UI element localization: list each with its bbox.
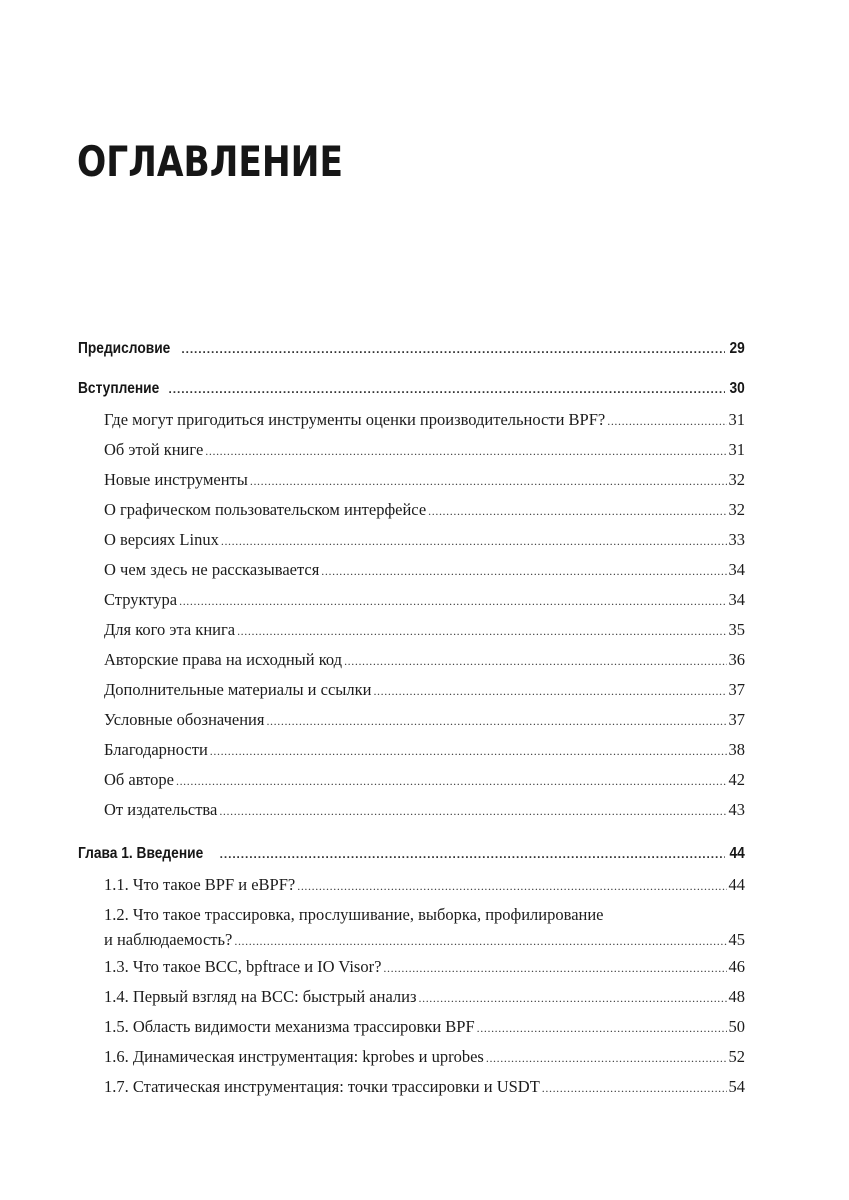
dot-leader: [486, 1051, 727, 1066]
toc-page-number: 29: [729, 340, 745, 357]
toc-label-line-1: 1.2. Что такое трассировка, прослушивание, выборка, профилирование: [104, 905, 604, 924]
toc-label: 1.7. Статическая инструментация: точки трассировки и USDT: [104, 1077, 540, 1096]
toc-label: 1.5. Область видимости механизма трассировки BPF: [104, 1017, 475, 1036]
toc-entry[interactable]: [104, 650, 745, 670]
dot-leader: [210, 744, 727, 759]
toc-label: Вступление: [78, 380, 160, 397]
dot-leader: [250, 474, 727, 489]
toc-page-number: 34: [728, 560, 745, 579]
toc-page-number: 30: [729, 380, 745, 397]
dot-leader: [176, 774, 727, 789]
toc-entry[interactable]: [104, 957, 745, 977]
toc-label: Авторские права на исходный код: [104, 650, 343, 669]
toc-entry[interactable]: [104, 560, 745, 580]
toc-label: Где могут пригодиться инструменты оценки производительности BPF?: [104, 410, 606, 429]
toc-label-line-2: и наблюдаемость?: [104, 930, 233, 949]
toc-label: Об этой книге: [104, 440, 204, 459]
toc-label: Об авторе: [104, 770, 174, 789]
dot-leader: [607, 414, 726, 429]
dot-leader: [169, 382, 726, 396]
toc-entry[interactable]: [104, 770, 745, 790]
toc-entry[interactable]: [104, 1077, 745, 1097]
toc-entry[interactable]: [104, 410, 745, 430]
dot-leader: [234, 934, 726, 949]
dot-leader: [237, 624, 726, 639]
toc-page-number: 46: [728, 957, 745, 976]
dot-leader: [297, 879, 726, 894]
toc-entry[interactable]: [104, 500, 745, 520]
toc-entry-intro[interactable]: [78, 380, 745, 398]
toc-page-number: 44: [728, 875, 745, 894]
toc-entry[interactable]: [104, 740, 745, 760]
dot-leader: [181, 342, 725, 356]
dot-leader: [428, 504, 726, 519]
toc-page-number: 52: [728, 1047, 745, 1066]
toc-entry[interactable]: [104, 530, 745, 550]
dot-leader: [219, 804, 726, 819]
toc-page-number: 37: [728, 680, 745, 699]
toc-label: Глава 1. Введение: [78, 845, 204, 862]
toc-label: Для кого эта книга: [104, 620, 236, 639]
toc-label: О чем здесь не рассказывается: [104, 560, 320, 579]
toc-label: Структура: [104, 590, 178, 609]
toc-label: Условные обозначения: [104, 710, 265, 729]
toc-entry-chapter-1[interactable]: [78, 845, 745, 863]
toc-page-number: 31: [728, 440, 745, 459]
toc-entry[interactable]: [104, 590, 745, 610]
dot-leader: [220, 847, 726, 861]
toc-entry-multiline[interactable]: [104, 905, 745, 950]
toc-page-number: 36: [728, 650, 745, 669]
toc-entry-preface[interactable]: [78, 340, 745, 358]
toc-entry[interactable]: [104, 1017, 745, 1037]
toc-entry[interactable]: [104, 680, 745, 700]
toc-label: 1.1. Что такое BPF и eBPF?: [104, 875, 296, 894]
toc-page-number: 50: [728, 1017, 745, 1036]
toc-label: О графическом пользовательском интерфейсе: [104, 500, 427, 519]
dot-leader: [344, 654, 726, 669]
toc-entry[interactable]: [104, 987, 745, 1007]
toc-page-number: 31: [728, 410, 745, 429]
dot-leader: [383, 961, 726, 976]
dot-leader: [321, 564, 726, 579]
toc-page-number: 48: [728, 987, 745, 1006]
toc-label: 1.3. Что такое BCC, bpftrace и IO Visor?: [104, 957, 382, 976]
toc-label: О версиях Linux: [104, 530, 219, 549]
dot-leader: [373, 684, 726, 699]
toc-entry[interactable]: [104, 620, 745, 640]
toc-label: От издательства: [104, 800, 218, 819]
toc-page-number: 32: [728, 500, 745, 519]
toc-page-number: 42: [728, 770, 745, 789]
toc-entry[interactable]: [104, 1047, 745, 1067]
toc-entry[interactable]: [104, 875, 745, 895]
toc-label: Благодарности: [104, 740, 208, 759]
toc-page-number: 37: [728, 710, 745, 729]
toc-label: Предисловие: [78, 340, 171, 357]
toc-page-number: 32: [728, 470, 745, 489]
page-title: ОГЛАВЛЕНИЕ: [77, 137, 344, 186]
toc-entry[interactable]: [104, 710, 745, 730]
toc-page-number: 44: [729, 845, 745, 862]
toc-page-number: 38: [728, 740, 745, 759]
toc-label: 1.4. Первый взгляд на BCC: быстрый анализ: [104, 987, 417, 1006]
dot-leader: [179, 594, 726, 609]
dot-leader: [266, 714, 726, 729]
dot-leader: [205, 444, 726, 459]
dot-leader: [542, 1081, 727, 1096]
toc-entry[interactable]: [104, 800, 745, 820]
toc-page-number: 45: [728, 930, 745, 949]
toc-label: 1.6. Динамическая инструментация: kprobes и uprobes: [104, 1047, 484, 1066]
toc-page-number: 35: [728, 620, 745, 639]
toc-label: Дополнительные материалы и ссылки: [104, 680, 372, 699]
toc-entry[interactable]: [104, 470, 745, 490]
dot-leader: [419, 991, 727, 1006]
dot-leader: [477, 1021, 727, 1036]
toc-label: Новые инструменты: [104, 470, 248, 489]
dot-leader: [221, 534, 727, 549]
toc-page-number: 34: [728, 590, 745, 609]
toc-page-number: 54: [728, 1077, 745, 1096]
toc-entry[interactable]: [104, 440, 745, 460]
toc-page-number: 33: [728, 530, 745, 549]
toc-page-number: 43: [728, 800, 745, 819]
